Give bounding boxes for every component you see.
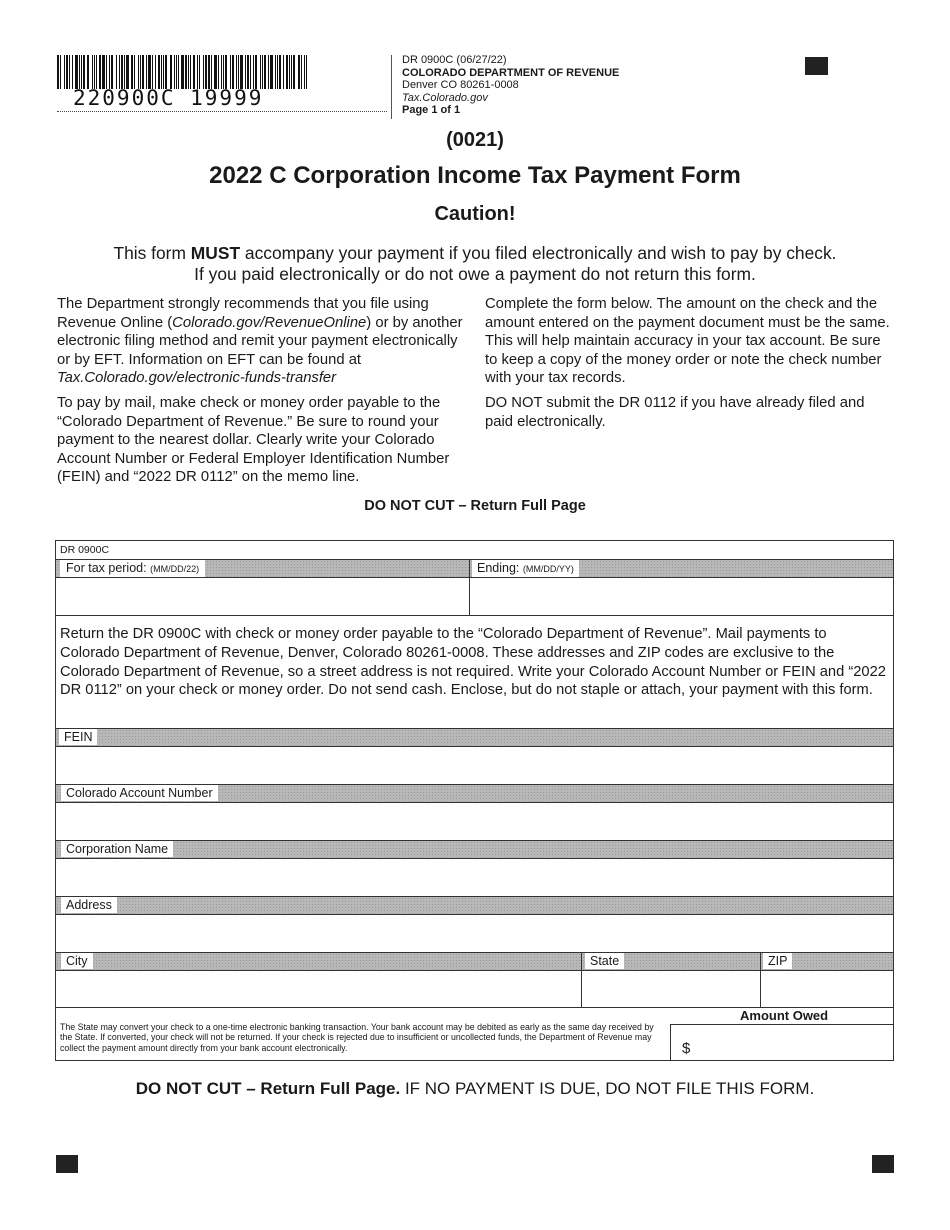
left-p1-text-b: ) or by another electronic filing method and remit your payment electronically or by EFT. Information on EFT can be found at: [57, 314, 463, 368]
revenue-online-link[interactable]: Colorado.gov/RevenueOnline: [172, 314, 367, 331]
barcode-bar: [250, 55, 251, 89]
do-not-cut-notice: DO NOT CUT – Return Full Page: [364, 498, 586, 514]
barcode-bar: [208, 55, 210, 89]
barcode-bar: [87, 55, 89, 89]
barcode-bar: [119, 55, 120, 89]
barcode-bar: [238, 55, 239, 89]
barcode-bar: [94, 55, 95, 89]
barcode-bar: [277, 55, 278, 89]
city-label: City: [61, 953, 93, 969]
barcode-bar: [230, 55, 231, 89]
barcode-bar: [245, 55, 246, 89]
left-paragraph-2: To pay by mail, make check or money order payable to the “Colorado Department of Revenue.” Be sure to round your payment to the nearest dollar. Clearly write your Colorado Account Number or Federal Employer Identification Number (FEIN) and “2022 DR 0112” on the memo line.: [57, 394, 450, 486]
barcode-bar: [134, 55, 135, 89]
barcode-bar: [221, 55, 222, 89]
barcode-bar: [223, 55, 224, 89]
barcode-bar: [291, 55, 292, 89]
barcode-bar: [131, 55, 133, 89]
ending-label-text: Ending:: [477, 561, 520, 575]
barcode-bar: [75, 55, 78, 89]
barcode-bar: [72, 55, 73, 89]
barcode-bar: [69, 55, 70, 89]
barcode-bar: [218, 55, 219, 89]
amount-owed-box[interactable]: [670, 1024, 894, 1061]
form-id: DR 0900C (06/27/22): [402, 54, 507, 66]
barcode-bar: [268, 55, 269, 89]
barcode-bar: [163, 55, 164, 89]
barcode-bar: [264, 55, 266, 89]
zip-input[interactable]: [761, 971, 893, 1007]
barcode-bar: [203, 55, 204, 89]
barcode-bar: [57, 55, 59, 89]
barcode-bar: [83, 55, 85, 89]
barcode-bar: [116, 55, 117, 89]
department-city: Denver CO 80261-0008: [402, 79, 519, 92]
corporation-name-input[interactable]: [56, 859, 893, 896]
header-block: [402, 54, 619, 117]
barcode-bar: [205, 55, 207, 89]
registration-marker-top-right: [805, 57, 828, 75]
barcode-bar: [232, 55, 234, 89]
left-paragraph-1: [57, 295, 467, 388]
barcode-bar: [152, 55, 153, 89]
page-number: Page 1 of 1: [402, 104, 461, 117]
barcode-bar: [197, 55, 198, 89]
intro-must: MUST: [190, 243, 241, 263]
barcode-bar: [155, 55, 156, 89]
intro-line-1-pre: This form: [113, 243, 191, 263]
right-column: [485, 295, 895, 437]
intro-line-1-post: accompany your payment if you filed electronically and wish to pay by check.: [240, 243, 837, 263]
barcode-bar: [178, 55, 179, 89]
barcode-bar: [140, 55, 141, 89]
right-paragraph-1: Complete the form below. The amount on the check and the amount entered on the payment document must be the same. This will help maintain accuracy in your tax account. Be sure to keep a copy of the money order or note the check number with your tax records.: [485, 296, 890, 387]
fein-shade: [56, 729, 893, 746]
barcode-bar: [260, 55, 261, 89]
barcode-bar: [111, 55, 113, 89]
barcode-bar: [306, 55, 307, 89]
check-conversion-notice: The State may convert your check to a one-time electronic banking transaction. Your bank account may be debited as early as the same day received by the State. If converted, your check will not be returned. If your check is rejected due to insufficient or uncollected funds, the Department of Revenue may collect the payment amount directly from your bank account electronically.: [60, 1022, 654, 1053]
barcode-bar: [301, 55, 302, 89]
state-label: State: [585, 953, 624, 969]
fein-input[interactable]: [56, 747, 893, 784]
barcode-bar: [262, 55, 263, 89]
barcode-bar: [275, 55, 276, 89]
page-title: 2022 C Corporation Income Tax Payment Form: [209, 162, 741, 189]
barcode-bar: [199, 55, 200, 89]
tax-period-end-input[interactable]: [470, 578, 893, 615]
barcode-bar: [121, 55, 123, 89]
barcode-bar: [148, 55, 151, 89]
ending-label: [472, 560, 579, 577]
corp-name-shade: [56, 841, 893, 858]
barcode-bar: [146, 55, 147, 89]
barcode-bar: [214, 55, 217, 89]
state-input[interactable]: [582, 971, 759, 1007]
rule: [56, 615, 893, 616]
city-shade: [56, 953, 581, 970]
barcode-bar: [109, 55, 110, 89]
barcode-bar: [158, 55, 160, 89]
barcode-bar: [286, 55, 288, 89]
intro-line-1: [0, 243, 950, 264]
address-shade: [56, 897, 893, 914]
left-column: [57, 295, 467, 493]
barcode-bar: [138, 55, 139, 89]
barcode-bar: [298, 55, 300, 89]
barcode-bar: [124, 55, 125, 89]
barcode-bar: [126, 55, 129, 89]
amount-owed-label: Amount Owed: [740, 1008, 829, 1023]
barcode-bar: [96, 55, 97, 89]
zip-label: ZIP: [763, 953, 792, 969]
barcode-bar: [92, 55, 93, 89]
barcode-bar: [176, 55, 177, 89]
footer-notice: [0, 1079, 950, 1099]
department-website: Tax.Colorado.gov: [402, 91, 488, 104]
barcode-bar: [283, 55, 284, 89]
barcode-bar: [193, 55, 195, 89]
registration-marker-bottom-left: [56, 1155, 78, 1173]
barcode-bar: [60, 55, 61, 89]
city-input[interactable]: [56, 971, 580, 1007]
barcode-dotted-rule: [57, 111, 387, 112]
footer-rest: IF NO PAYMENT IS DUE, DO NOT FILE THIS FORM.: [400, 1079, 815, 1098]
barcode-bar: [165, 55, 167, 89]
barcode-bar: [211, 55, 212, 89]
payment-voucher: [55, 540, 894, 1061]
tax-period-start-input[interactable]: [56, 578, 468, 615]
barcode-bar: [161, 55, 162, 89]
address-input[interactable]: [56, 915, 893, 952]
barcode-bar: [240, 55, 243, 89]
left-p1-text-a: The Department strongly recommends that you file using Revenue Online (: [57, 296, 429, 331]
barcode-bar: [255, 55, 257, 89]
barcode-bar: [289, 55, 290, 89]
barcode-bar: [304, 55, 305, 89]
address-label: Address: [61, 897, 117, 913]
barcode-bar: [181, 55, 184, 89]
registration-marker-bottom-right: [872, 1155, 894, 1173]
barcode-bar: [64, 55, 65, 89]
barcode-bar: [170, 55, 172, 89]
barcode-bar: [174, 55, 175, 89]
barcode-bar: [79, 55, 80, 89]
right-paragraph-2: DO NOT submit the DR 0112 if you have already filed and paid electronically.: [485, 394, 865, 430]
ending-hint: (MM/DD/YY): [522, 564, 574, 574]
corporation-name-label: Corporation Name: [61, 841, 173, 857]
tax-period-label: [60, 560, 205, 577]
barcode-bar: [188, 55, 189, 89]
barcode-bar: [106, 55, 107, 89]
voucher-form-label: DR 0900C: [56, 542, 113, 558]
barcode: [57, 55, 309, 89]
colorado-account-number-label: Colorado Account Number: [61, 785, 218, 801]
fein-label: FEIN: [59, 729, 97, 745]
eft-link[interactable]: Tax.Colorado.gov/electronic-funds-transfer: [57, 370, 337, 387]
barcode-bar: [142, 55, 144, 89]
barcode-bar: [99, 55, 101, 89]
header-divider: [391, 55, 392, 119]
caution-heading: Caution!: [434, 203, 516, 225]
intro-text: [0, 243, 950, 285]
colorado-account-number-input[interactable]: [56, 803, 893, 840]
barcode-bar: [102, 55, 105, 89]
barcode-bar: [253, 55, 254, 89]
dollar-sign: $: [682, 1040, 691, 1057]
barcode-bar: [81, 55, 82, 89]
barcode-bar: [279, 55, 281, 89]
barcode-bar: [293, 55, 295, 89]
mailing-instructions: Return the DR 0900C with check or money order payable to the “Colorado Department of Revenue”. Mail payments to Colorado Department of Revenue, Denver, Colorado 80261-0008. These addresses and ZIP codes are exclusive to the Colorado Department of Revenue, so a street address is not required. Write your Colorado Account Number or FEIN and “2022 DR 0112” on your check or money order. Do not send cash. Enclose, but do not staple or attach, your payment with this form.: [60, 626, 886, 699]
barcode-bar: [270, 55, 273, 89]
barcode-bar: [66, 55, 68, 89]
tax-period-label-text: For tax period:: [66, 561, 147, 575]
barcode-number: 220900C 19999: [73, 86, 264, 110]
barcode-bar: [236, 55, 237, 89]
barcode-bar: [247, 55, 249, 89]
barcode-bar: [225, 55, 227, 89]
barcode-bar: [185, 55, 187, 89]
tax-period-hint: (MM/DD/22): [150, 564, 200, 574]
footer-bold: DO NOT CUT – Return Full Page.: [135, 1079, 401, 1098]
department-name: COLORADO DEPARTMENT OF REVENUE: [402, 66, 620, 79]
intro-line-2: If you paid electronically or do not owe a payment do not return this form.: [194, 264, 756, 284]
form-code: (0021): [446, 129, 504, 151]
barcode-bar: [190, 55, 191, 89]
